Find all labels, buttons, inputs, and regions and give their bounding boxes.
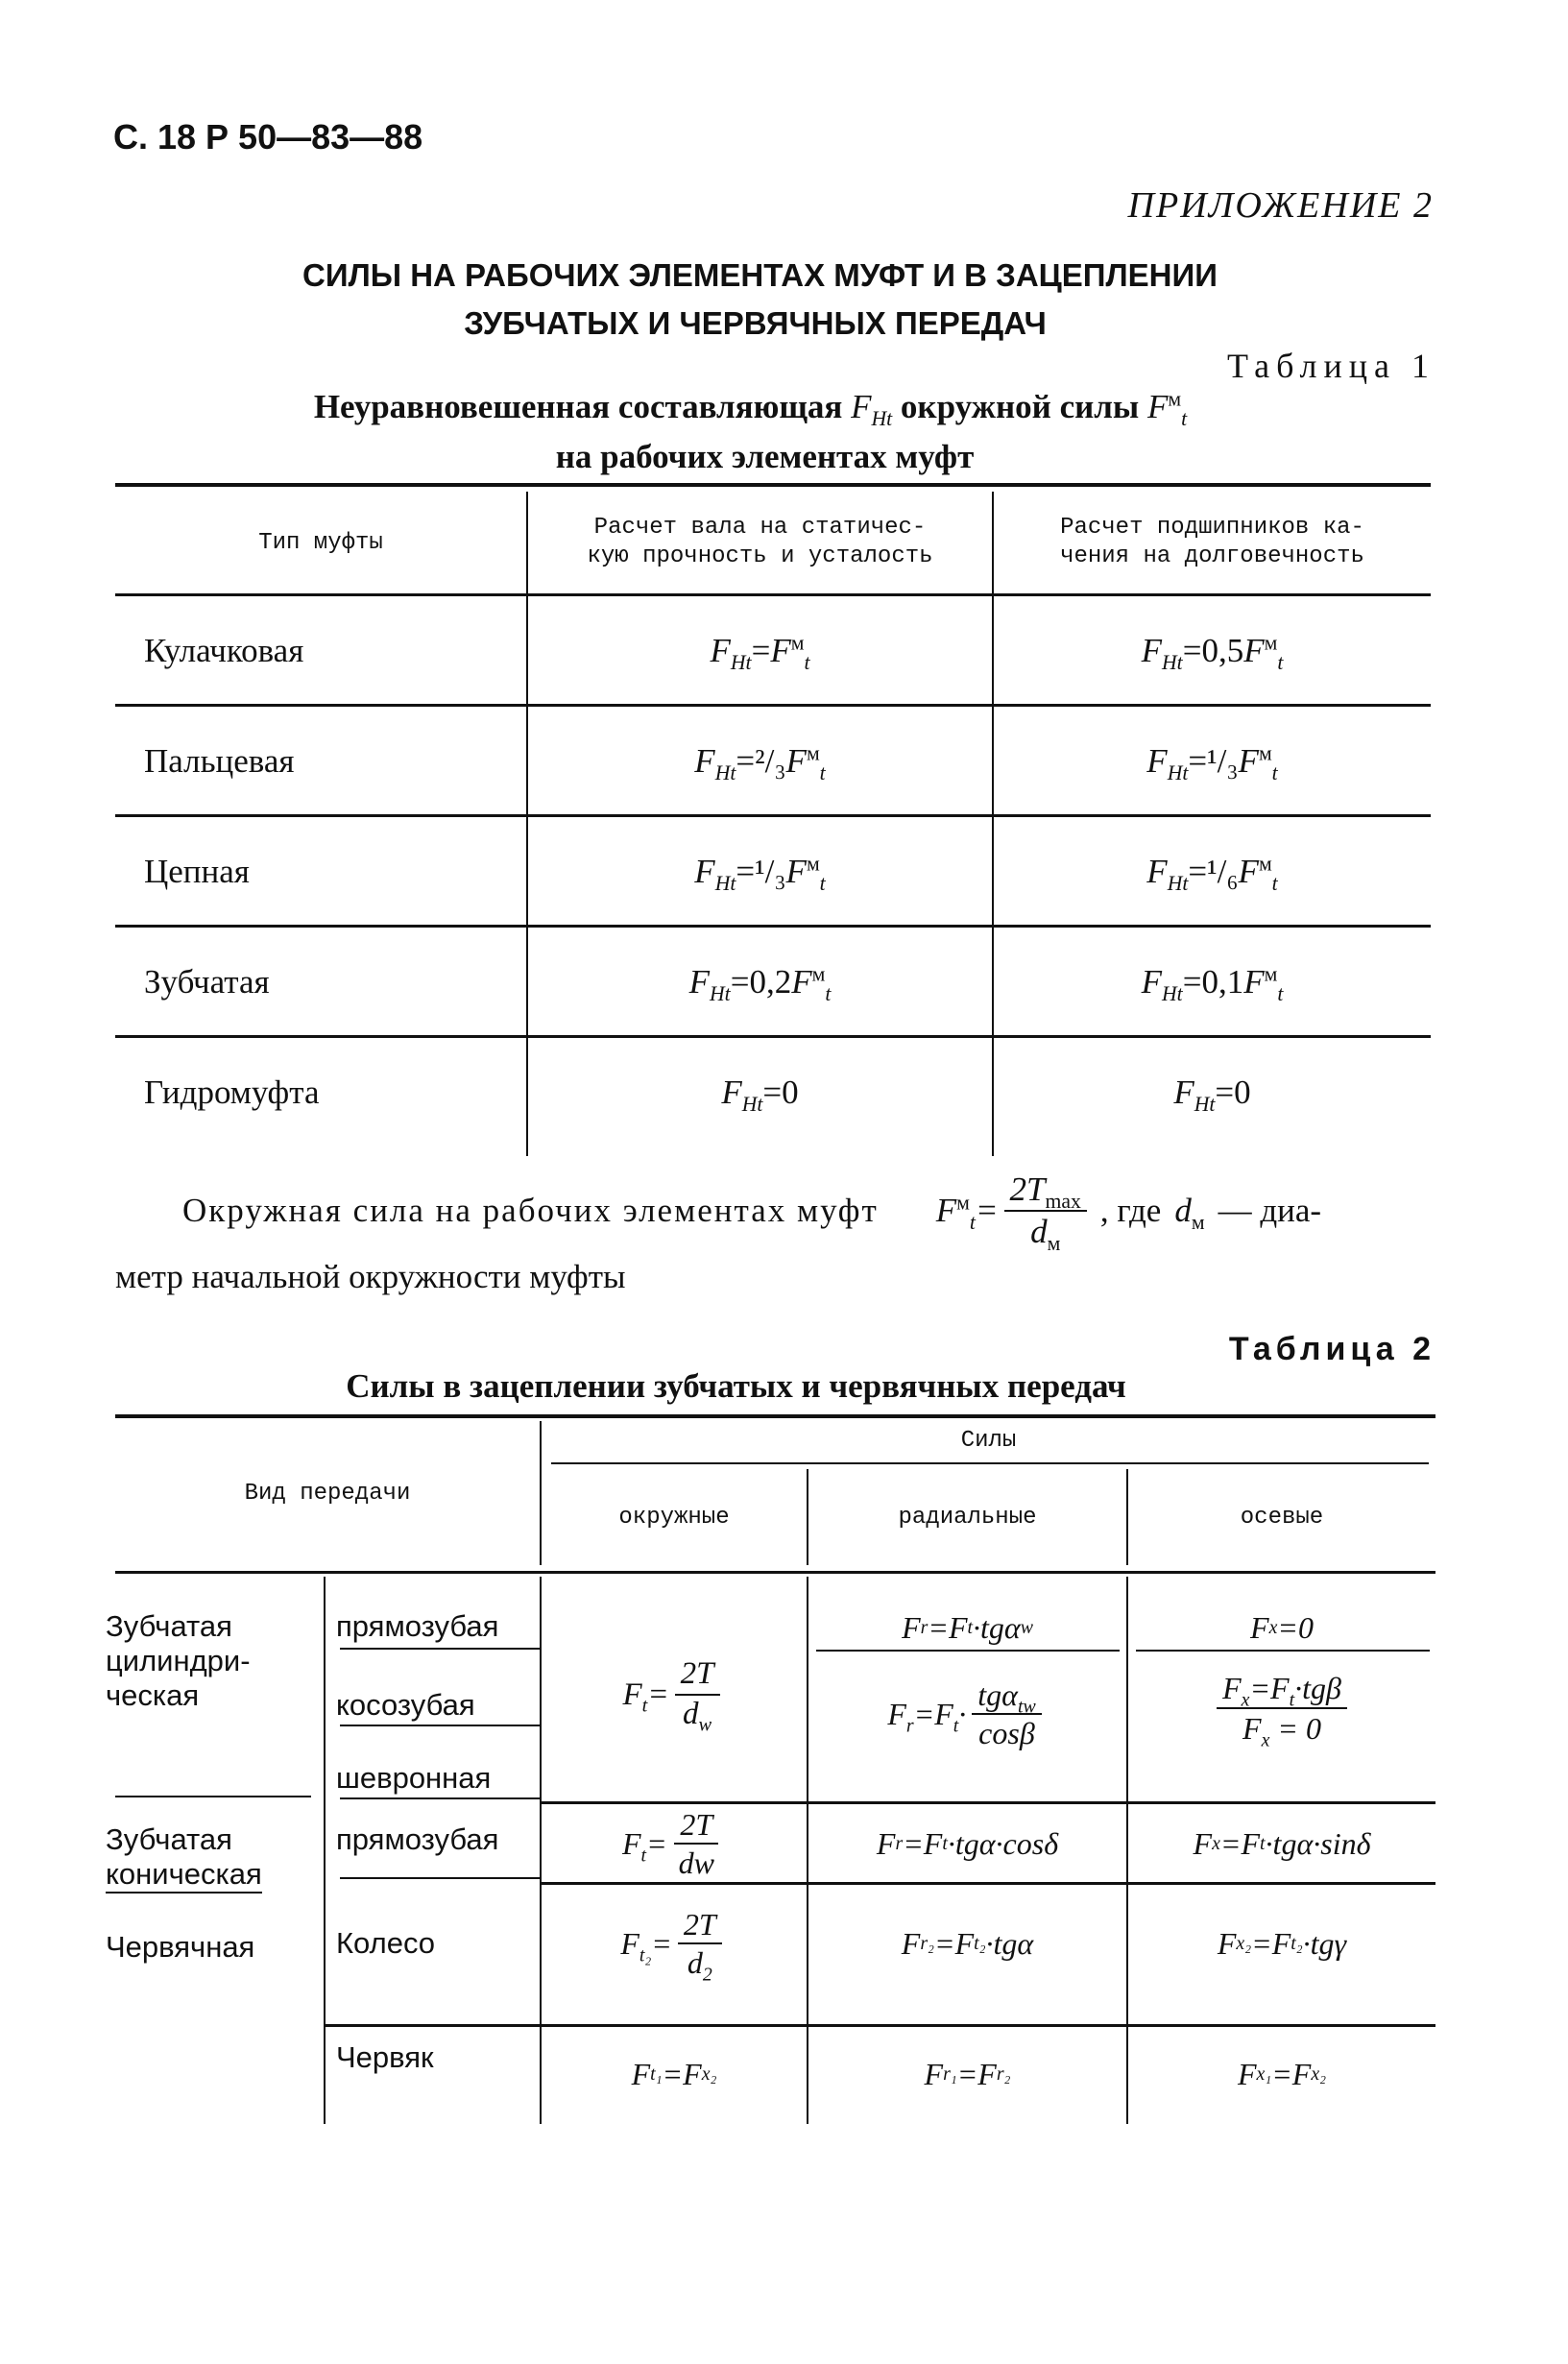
fnt-symbol: $F_{Нt}$	[851, 388, 893, 430]
formula-tail: , где	[1099, 1192, 1162, 1229]
table1-caption-part2: окружной силы	[900, 388, 1140, 425]
con-radial-formula: F r =F t ·tgα·cosδ	[876, 1825, 1059, 1861]
cyl-radial-straight: F r =F t ·tgα w	[902, 1609, 1033, 1645]
table2-header-radial: радиальные	[898, 1504, 1037, 1531]
subtype-con-straight: прямозубая	[336, 1822, 499, 1856]
group-conical: Зубчатая коническая	[106, 1822, 262, 1894]
table1-caption-line2: на рабочих элементах муфт	[555, 438, 975, 475]
formula-lead: Окружная сила на рабочих элементах муфт	[182, 1192, 879, 1229]
group-worm: Червячная	[106, 1930, 255, 1964]
subtype-straight: прямозубая	[336, 1609, 499, 1643]
formula-tail2: — диа-	[1218, 1192, 1322, 1229]
formula-paragraph: Окружная сила на рабочих элементах муфт $F^м_t=$ $\frac{2T_{max}}{d_м}$ , где $d_м$ — диа- метр начальной окружности муфты	[115, 1168, 1431, 1296]
formula-fraction: $\frac{2T_{max}}{d_м}$	[1004, 1170, 1087, 1252]
table2-header-forces: Силы	[960, 1427, 1017, 1454]
table2-caption: Силы в зацеплении зубчатых и червячных передач	[346, 1367, 1126, 1405]
con-circ-formula: $F_t=$ $\frac{2T}{dw}$	[542, 1805, 807, 1882]
table1-header-shaft: Расчет вала на статичес- кую прочность и усталость	[587, 515, 933, 569]
ftm-symbol: $F^м_t$	[1147, 387, 1188, 430]
cyl-axial-straight: F x =0	[1250, 1609, 1314, 1645]
page-reference: С. 18 Р 50—83—88	[113, 117, 423, 157]
table1-caption-part1: Неуравновешенная составляющая	[313, 388, 843, 425]
table1-header-bearing: Расчет подшипников ка- чения на долговечность	[1060, 515, 1364, 569]
cyl-circ-formula: $F_t=$ $\frac{2T}{d_w}$	[542, 1623, 807, 1767]
appendix-label: ПРИЛОЖЕНИЕ 2	[1127, 185, 1434, 226]
worm-wheel-radial: F r₂ =F t₂ ·tgα	[901, 1925, 1034, 1961]
table2-header-circ: окружные	[618, 1504, 730, 1531]
page-title-line1: СИЛЫ НА РАБОЧИХ ЭЛЕМЕНТАХ МУФТ И В ЗАЦЕПЛЕНИИ	[302, 257, 1218, 293]
subtype-herring: шевронная	[336, 1761, 492, 1795]
table1-caption	[0, 382, 1568, 482]
page-title-line2: ЗУБЧАТЫХ И ЧЕРВЯЧНЫХ ПЕРЕДАЧ	[464, 305, 1047, 341]
formula-line2: метр начальной окружности муфты	[115, 1258, 626, 1295]
worm-circ: F t₁ =F x₂	[631, 2056, 717, 2091]
subtype-helical: косозубая	[336, 1688, 475, 1722]
subtype-wheel: Колесо	[336, 1926, 436, 1960]
page-title	[0, 252, 1568, 348]
worm-wheel-circ: $F_{t_2}=$ $\frac{2T}{d_2}$	[542, 1886, 807, 2001]
subtype-worm: Червяк	[336, 2040, 434, 2074]
table2-header-axial: осевые	[1240, 1504, 1324, 1531]
table1-header-type: Тип муфты	[258, 529, 383, 556]
table2-header-kind: Вид передачи	[244, 1480, 411, 1507]
group-cylindrical: Зубчатая цилиндри- ческая	[106, 1609, 251, 1712]
cyl-radial-helical: $F_r=F_t\cdot$ $\frac{tg\alpha_{tw}}{\cos\beta}$	[808, 1671, 1126, 1757]
cyl-axial-helical: $F_x=F_t\cdot tg\beta$ $F_x = 0$	[1128, 1669, 1435, 1748]
worm-axial: F x₁ =F x₂	[1237, 2056, 1327, 2091]
con-axial-formula: F x =F t ·tgα·sinδ	[1193, 1825, 1371, 1861]
table2-label: Таблица 2	[1228, 1331, 1435, 1367]
table1-label: Таблица 1	[1227, 347, 1435, 385]
worm-radial: F r₁ =F r₂	[924, 2056, 1011, 2091]
worm-wheel-axial: F x₂ =F t₂ ·tgγ	[1217, 1925, 1347, 1961]
